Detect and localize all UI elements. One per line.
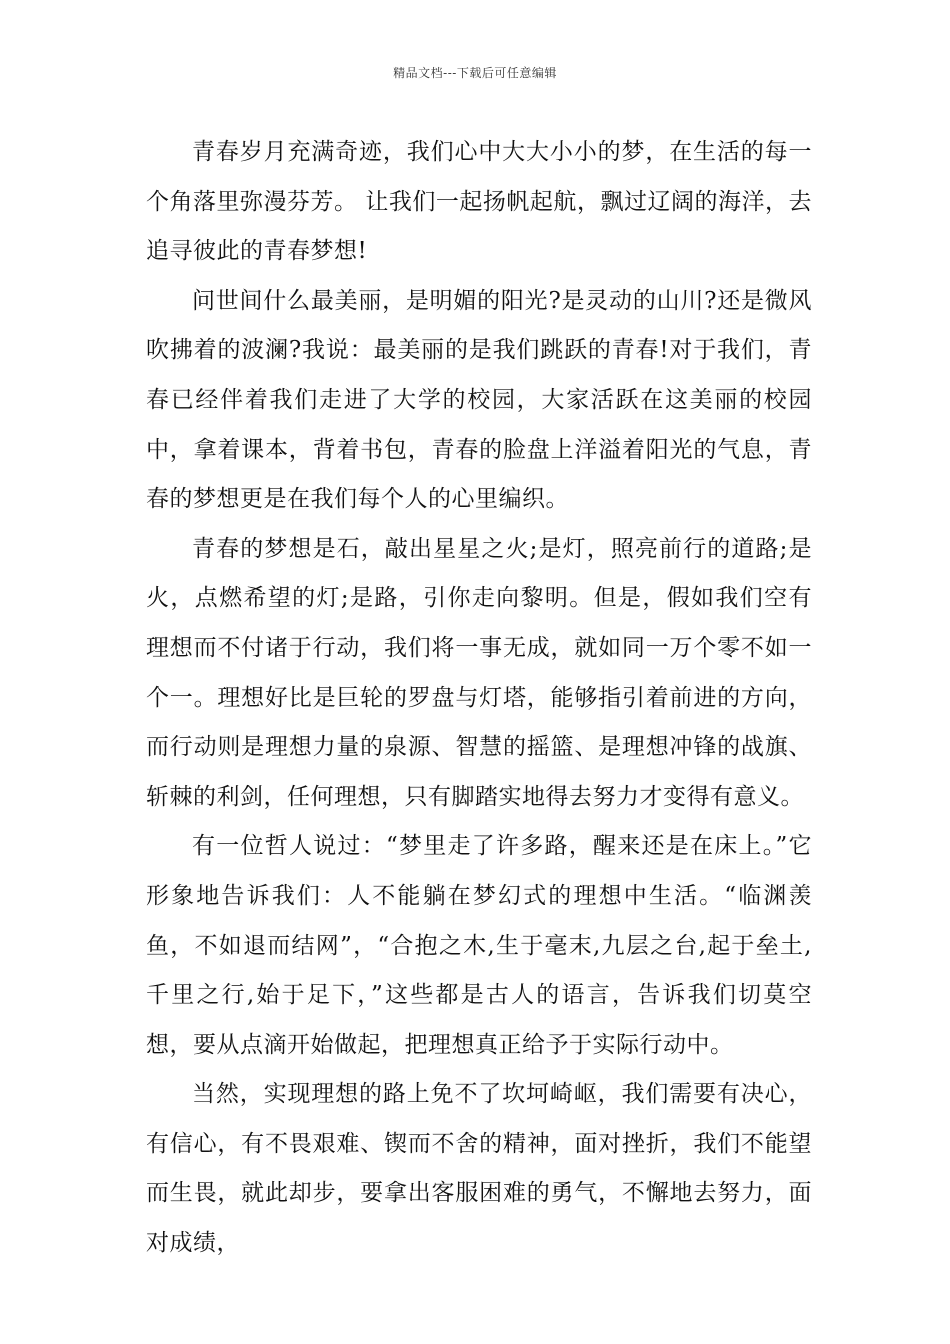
document-body <box>146 128 812 1269</box>
paragraph: 有一位哲人说过：“梦里走了许多路，醒来还是在床上。”它形象地告诉我们：人不能躺在梦幻式的理想中生活。“临渊羡鱼，不如退而结网”，“合抱之木,生于毫末,九层之台,起于垒土,千里之行,始于足下，”这些都是古人的语言，告诉我们切莫空想，要从点滴开始做起，把理想真正给予于实际行动中。 <box>146 833 812 1058</box>
paragraph: 青春的梦想是石，敲出星星之火;是灯，照亮前行的道路;是火，点燃希望的灯;是路，引你走向黎明。但是，假如我们空有理想而不付诸于行动，我们将一事无成，就如同一万个零不如一个一。理想好比是巨轮的罗盘与灯塔，能够指引着前进的方向，而行动则是理想力量的泉源、智慧的摇篮、是理想冲锋的战旗、斩棘的利剑，任何理想，只有脚踏实地得去努力才变得有意义。 <box>146 535 812 810</box>
page-header: 精品文档---下载后可任意编辑 <box>393 66 557 80</box>
paragraph: 当然，实现理想的路上免不了坎坷崎岖，我们需要有决心，有信心，有不畏艰难、锲而不舍的精神，面对挫折，我们不能望而生畏，就此却步，要拿出客服困难的勇气，不懈地去努力，面对成绩， <box>146 1081 812 1257</box>
paragraph: 问世间什么最美丽，是明媚的阳光?是灵动的山川?还是微风吹拂着的波澜?我说：最美丽的是我们跳跃的青春!对于我们，青春已经伴着我们走进了大学的校园，大家活跃在这美丽的校园中，拿着课本，背着书包，青春的脸盘上洋溢着阳光的气息，青春的梦想更是在我们每个人的心里编织。 <box>146 287 812 513</box>
paragraph: 青春岁月充满奇迹，我们心中大大小小的梦，在生活的每一个角落里弥漫芬芳。 让我们一起扬帆起航，飘过辽阔的海洋，去追寻彼此的青春梦想! <box>146 139 812 265</box>
